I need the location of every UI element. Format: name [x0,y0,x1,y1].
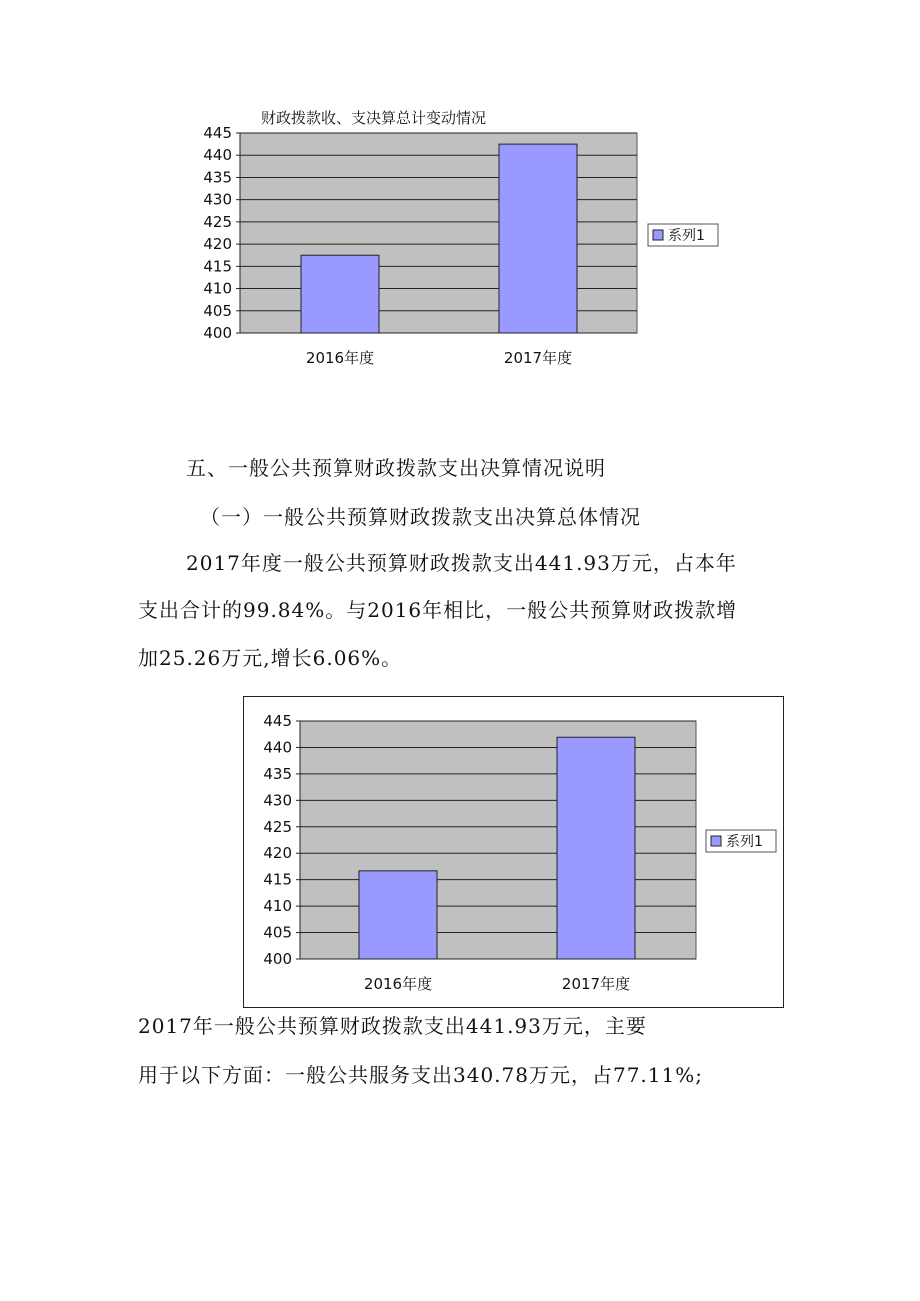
y-tick-label: 435 [263,764,292,783]
section-heading: 五、一般公共预算财政拨款支出决算情况说明 [186,456,606,480]
x-tick-label: 2017年度 [503,349,573,367]
y-tick-label: 400 [263,950,292,968]
bar-2017年度 [557,737,635,959]
bar-2016年度 [359,871,437,959]
y-tick-label: 410 [203,279,232,298]
x-tick-label: 2016年度 [305,349,375,367]
paragraph-1-line-2: 支出合计的99.84%。与2016年相比，一般公共预算财政拨款增 [138,598,738,622]
legend-label: 系列1 [668,228,705,244]
y-tick-label: 445 [203,124,232,142]
y-tick-label: 425 [203,212,232,231]
paragraph-2-line-1: 2017年一般公共预算财政拨款支出441.93万元，主要 [138,1014,647,1038]
y-tick-label: 440 [263,738,292,757]
y-tick-label: 430 [263,791,292,810]
chart-2 [243,696,783,1008]
bar-2016年度 [301,255,379,333]
y-tick-label: 425 [263,817,292,836]
y-tick-label: 440 [203,146,232,165]
paragraph-1-line-3: 加25.26万元,增长6.06%。 [138,646,403,670]
legend-swatch [653,230,663,240]
legend-label: 系列1 [726,834,763,850]
y-tick-label: 405 [203,301,232,320]
sub-heading: （一）一般公共预算财政拨款支出决算总体情况 [200,505,641,529]
y-tick-label: 400 [203,324,232,342]
chart-2-svg [243,696,783,1008]
legend-swatch [711,836,721,846]
y-tick-label: 445 [263,712,292,730]
chart-1 [190,118,750,378]
bar-2017年度 [499,144,577,333]
y-tick-label: 415 [203,257,232,276]
chart-1-svg [190,118,750,378]
y-tick-label: 410 [263,897,292,916]
paragraph-2-line-2: 用于以下方面：一般公共服务支出340.78万元，占77.11%; [138,1063,703,1087]
y-tick-label: 435 [203,168,232,187]
y-tick-label: 430 [203,190,232,209]
paragraph-1-line-1: 2017年度一般公共预算财政拨款支出441.93万元，占本年 [186,551,737,575]
chart-1-title: 财政拨款收、支决算总计变动情况 [261,109,487,127]
y-tick-label: 405 [263,923,292,942]
x-tick-label: 2017年度 [561,975,631,993]
y-tick-label: 420 [263,844,292,863]
y-tick-label: 415 [263,870,292,889]
y-tick-label: 420 [203,235,232,254]
x-tick-label: 2016年度 [363,975,433,993]
